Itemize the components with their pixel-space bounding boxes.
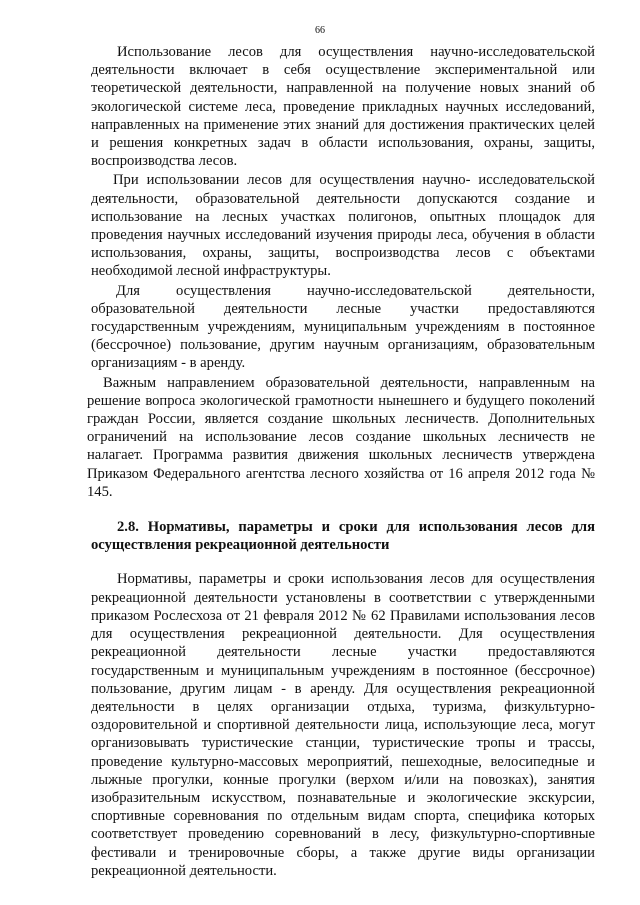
paragraph-research-use: Использование лесов для осуществления научно-исследовательской деятельности включает в себя осуществление экспериментальной или теоретической деятельности, направленной на получение новых знаний об экологической системе леса, проведение прикладных научных исследований, направленных на применение этих знаний для достижения практических целей и решения конкретных задач в области использования, охраны, защиты, воспроизводства лесов.: [91, 44, 595, 170]
paragraph-school-forestries: Важным направлением образовательной деятельности, направленным на решение вопроса экологической грамотности нынешнего и будущего поколений граждан России, является создание школьных лесничеств. Дополнительных ограничений на использование лесов создание школьных лесничеств не налагает. Программа развития движения школьных лесничеств утверждена Приказом Федерального агентства лесного хозяйства от 16 апреля 2012 года № 145.: [87, 374, 595, 500]
paragraph-research-infrastructure: При использовании лесов для осуществления научно- исследовательской деятельности, образовательной деятельности допускаются создание и использование на лесных участках полигонов, опытных площадок для проведения научных исследований изучения природы леса, обучения в области использования, охраны, защиты, воспроизводства лесов с объектами необходимой лесной инфраструктуры.: [91, 172, 595, 280]
page-content: [87, 43, 595, 880]
paragraph-recreation: Нормативы, параметры и сроки использования лесов для осуществления рекреационной деятельности установлены в соответствии с утвержденными приказом Рослесхоза от 21 февраля 2012 № 62 Правилами использования лесов для осуществления рекреационной деятельности. Для осуществления рекреационной деятельности лесные участки предоставляются государственным и муниципальным учреждениям в постоянное (бессрочное) пользование, другим лицам - в аренду. Для осуществления рекреационной деятельности в целях организации отдыха, туризма, физкультурно-оздоровительной и спортивной деятельности лица, использующие леса, могут организовывать туристические станции, туристические тропы и трассы, проведение культурно-массовых мероприятий, пешеходные, велосипедные и лыжные прогулки, конные прогулки (верхом и/или на повозках), занятия изобразительным искусством, познавательные и экологические экскурсии, спортивные соревнования по отдельным видам спорта, специфика которых соответствует проведению соревнований в лесу, физкультурно-спортивные фестивали и тренировочные сборы, а также другие виды организации рекреационной деятельности.: [91, 571, 595, 879]
page-number: 66: [315, 25, 325, 36]
section-heading: 2.8. Нормативы, параметры и сроки для использования лесов для осуществления рекреационной деятельности: [91, 519, 595, 554]
paragraph-land-provision: Для осуществления научно-исследовательской деятельности, образовательной деятельности лесные участки предоставляются государственным учреждениям, муниципальным учреждениям в постоянное (бессрочное) пользование, другим научным организациям, образовательным организациям - в аренду.: [91, 282, 595, 372]
